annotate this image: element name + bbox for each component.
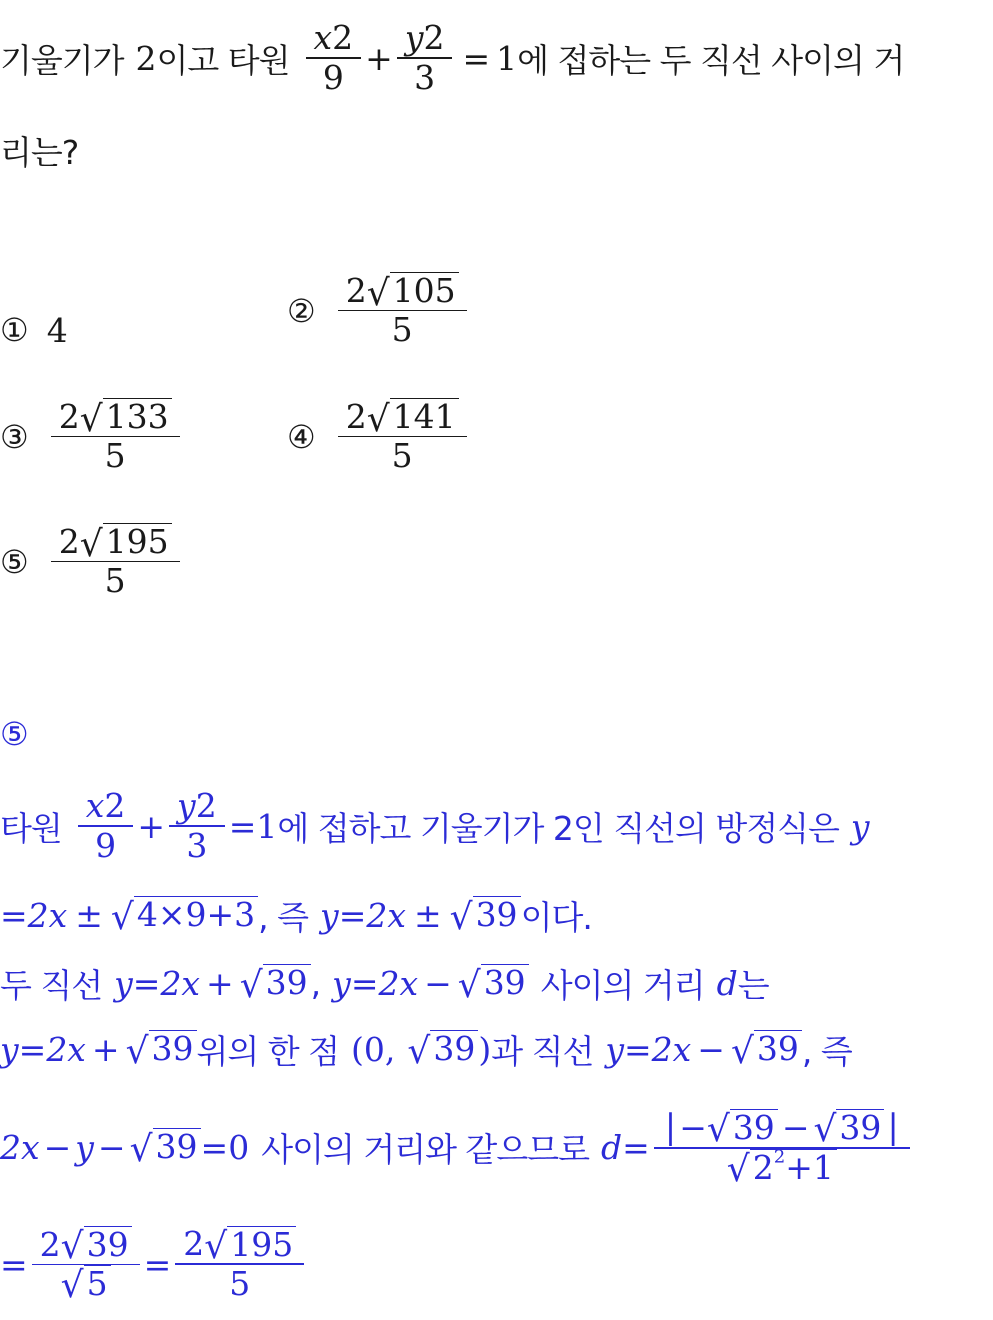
choice-2[interactable]: ② 2 √ 105 5	[287, 272, 471, 349]
solution-line-5: 2x − y − √ 39 = 0 사이의 거리와 같으므로 d = | − √ 39 − √ 39 | √ $2^2+1$	[0, 1092, 914, 1202]
ellipse-x-fraction: x 2 9	[306, 19, 362, 96]
choice-3[interactable]: ③ 2 √ 133 5	[0, 398, 184, 475]
choice-5-mark: ⑤	[0, 542, 29, 581]
equals-sign: =	[462, 38, 491, 78]
question-line-1	[0, 8, 904, 108]
solution-line-6: = 2 √ 39 √ 5 = 2 √ 195 5	[0, 1216, 308, 1312]
choice-2-mark: ②	[287, 291, 316, 330]
ellipse-y-fraction: y 2 3	[397, 19, 453, 96]
answer-mark: ⑤	[0, 715, 29, 753]
solution-line-4: y = 2x + √ 39 위의 한 점 (0, √ 39 ) 과 직선 y = 2x − √ 39 , 즉	[0, 1029, 852, 1072]
choice-4-mark: ④	[287, 417, 316, 456]
solution-line-3: 두 직선 y = 2x + √ 39 , y = 2x − √ 39 사이의 거리 d 는	[0, 963, 769, 1006]
question-text-before: 기울기가	[0, 40, 124, 80]
choice-1-mark: ①	[0, 311, 29, 349]
question-text-and: 이고 타원	[156, 40, 290, 80]
distance-fraction: | − √ 39 − √ 39 | √ $2^2+1$	[654, 1108, 910, 1186]
final-answer: 2 √ 195 5	[175, 1225, 304, 1302]
choice-1[interactable]	[0, 305, 68, 355]
choice-3-mark: ③	[0, 417, 29, 456]
solution-line-1: 타원 x 2 9 + y 2 3 = 1 에 접하고 기울기가 2인 직선의 방정식은 y	[0, 786, 870, 865]
question-line-2: 리는?	[0, 132, 79, 172]
plus-sign: +	[365, 38, 393, 78]
choice-5[interactable]: ⑤ 2 √ 195 5	[0, 523, 184, 600]
choice-4[interactable]: ④ 2 √ 141 5	[287, 398, 471, 475]
solution-line-2: = 2x ± √ 4×9+3 , 즉 y = 2x ± √ 39 이다.	[0, 895, 592, 938]
question-slope: 2	[135, 38, 157, 78]
choice-1-value: 4	[46, 310, 68, 350]
equals-one: 1	[496, 38, 518, 78]
question-text-after: 에 접하는 두 직선 사이의 거	[517, 40, 905, 80]
